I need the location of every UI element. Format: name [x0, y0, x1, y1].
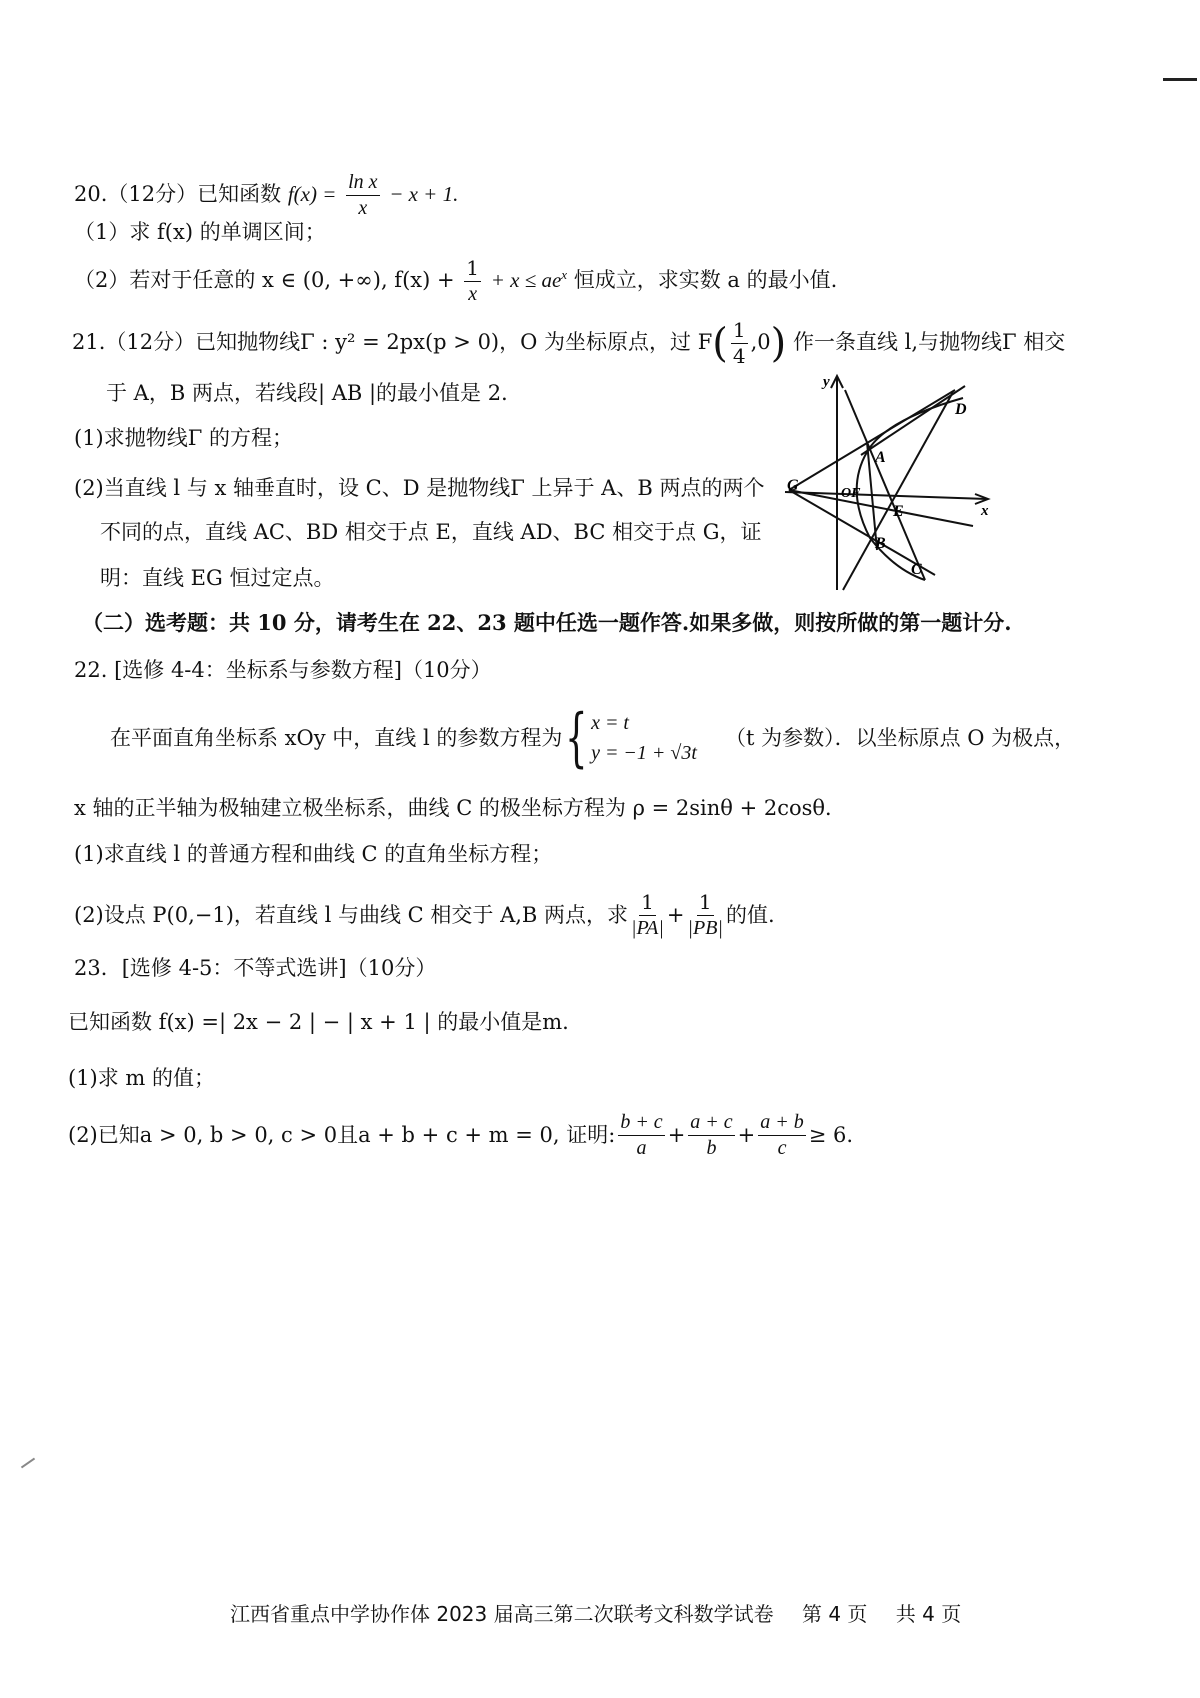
- q22-p2b: 的值.: [725, 903, 775, 927]
- fig-label-x: x: [981, 503, 989, 519]
- q23-plus2: +: [737, 1123, 756, 1147]
- q23-intro: 已知函数 f(x) =| 2x − 2 | − | x + 1 | 的最小值是m.: [68, 1010, 569, 1034]
- q20-p2den: x: [468, 283, 478, 305]
- page-footer: [230, 1598, 983, 1627]
- q21-f-fraction: [731, 320, 748, 367]
- q22-plus: +: [666, 903, 685, 927]
- fig-label-a: A: [875, 449, 886, 466]
- q22-f1num: 1: [641, 890, 654, 914]
- q23-part1: (1)求 m 的值；: [68, 1066, 216, 1090]
- q21-rparen: ): [770, 320, 787, 367]
- q20-part1: （1）求 f(x) 的单调区间；: [74, 220, 326, 244]
- q20-p2b: + x ≤ ae: [490, 268, 562, 292]
- q22-eq2: y = −1 + √3t: [591, 742, 697, 764]
- q20-p2num: 1: [466, 256, 480, 280]
- q20-num: ln x: [346, 172, 379, 196]
- q21-part2a: (2)当直线 l 与 x 轴垂直时，设 C、D 是抛物线Γ 上异于 A、B 两点的两个: [74, 476, 765, 500]
- q20-head: 20.（12分）已知函数: [74, 182, 282, 206]
- q23-f3den: c: [777, 1137, 787, 1159]
- q22-f1den: |PA|: [631, 917, 664, 939]
- q22-frac2: [688, 892, 723, 939]
- q23-f2den: b: [706, 1137, 717, 1159]
- scan-mark: [1163, 78, 1197, 81]
- q20-p2-fraction: [464, 258, 481, 305]
- q20-p2a: （2）若对于任意的 x ∈ (0, +∞), f(x) +: [74, 268, 455, 292]
- q20-tail: − x + 1.: [389, 182, 459, 206]
- q22-system: [591, 713, 697, 763]
- q20-p2sup: x: [561, 267, 568, 282]
- q21-figure: [775, 370, 1000, 595]
- q23-f1num: b + c: [618, 1112, 664, 1136]
- q21-line2: 于 A，B 两点，若线段| AB |的最小值是 2．: [106, 381, 523, 405]
- q21-head: 21.（12分）已知抛物线Γ : y² = 2px(p > 0)，O 为坐标原点，过 F: [72, 330, 713, 354]
- fig-label-of: OF: [841, 486, 861, 501]
- q20-p2c: 恒成立，求实数 a 的最小值.: [567, 268, 838, 292]
- q21-part2b: 不同的点，直线 AC、BD 相交于点 E，直线 AD、BC 相交于点 G，证: [100, 520, 762, 544]
- q21-tail: 作一条直线 l,与抛物线Γ 相交: [792, 330, 1066, 354]
- fig-label-e: E: [893, 503, 904, 520]
- q21-lparen: (: [712, 320, 728, 367]
- q22-p2a: (2)设点 P(0,−1)，若直线 l 与曲线 C 相交于 A,B 两点，求: [74, 903, 629, 927]
- q23-plus1: +: [667, 1123, 686, 1147]
- footer-page: 第 4 页: [801, 1602, 868, 1626]
- q23-head: 23．[选修 4-5：不等式选讲]（10分）: [74, 956, 437, 980]
- q22-line2: x 轴的正半轴为极轴建立极坐标系，曲线 C 的极坐标方程为 ρ = 2sinθ + 2cosθ．: [74, 796, 847, 820]
- q20-line1: [74, 172, 458, 219]
- q23-p2a: (2)已知a > 0, b > 0, c > 0且a + b + c + m = 0, 证明:: [68, 1123, 616, 1147]
- q21-part2c: 明：直线 EG 恒过定点。: [100, 566, 335, 590]
- footer-total: 共 4 页: [895, 1602, 962, 1626]
- q20-fraction: [346, 172, 379, 219]
- q23-f2num: a + c: [688, 1112, 734, 1136]
- q23-frac2: [688, 1112, 734, 1159]
- q20-part2: [74, 258, 837, 305]
- q22-head: 22. [选修 4-4：坐标系与参数方程]（10分）: [74, 658, 492, 682]
- fig-label-d: D: [955, 401, 967, 418]
- q22-part1: (1)求直线 l 的普通方程和曲线 C 的直角坐标方程；: [74, 842, 553, 866]
- q22-param: （t 为参数）．以坐标原点 O 为极点，: [724, 725, 1076, 750]
- q21-fden: 4: [732, 344, 746, 368]
- q22-f2num: 1: [698, 890, 712, 914]
- parabola: [857, 398, 963, 580]
- q21-part1: (1)求抛物线Γ 的方程；: [74, 426, 293, 450]
- q22-line1: [110, 701, 1076, 775]
- scan-speck: [21, 1458, 35, 1469]
- q23-part2: [68, 1112, 853, 1159]
- q22-eq1: x = t: [591, 712, 629, 734]
- q22-part2: [74, 892, 775, 939]
- q21-fnum: 1: [732, 318, 746, 342]
- fig-label-y: y: [823, 374, 830, 390]
- fig-label-b: B: [875, 535, 886, 552]
- footer-title: 江西省重点中学协作体 2023 届高三第二次联考文科数学试卷: [230, 1602, 774, 1626]
- q20-den: x: [358, 197, 368, 219]
- q23-frac3: [758, 1112, 806, 1159]
- fig-label-c: C: [911, 561, 922, 578]
- q22-brace: {: [565, 701, 588, 775]
- section2-heading: （二）选考题：共 10 分，请考生在 22、23 题中任选一题作答.如果多做，则按所做的第一题计分.: [82, 610, 1012, 635]
- q23-f3num: a + b: [758, 1112, 806, 1136]
- q20-fx: f(x) =: [287, 182, 337, 206]
- q22-frac1: [631, 892, 664, 939]
- line-ad: [861, 386, 965, 455]
- q22-f2den: |PB|: [687, 917, 723, 939]
- q23-frac1: [618, 1112, 664, 1159]
- fig-label-g: G: [787, 477, 799, 494]
- line-gd: [789, 390, 955, 490]
- q22-intro: 在平面直角坐标系 xOy 中，直线 l 的参数方程为: [110, 725, 563, 750]
- q21-fcomma: ,0: [750, 330, 771, 354]
- q23-p2b: ≥ 6.: [808, 1123, 854, 1147]
- q23-f1den: a: [636, 1137, 647, 1159]
- q21-line1: [72, 320, 1065, 367]
